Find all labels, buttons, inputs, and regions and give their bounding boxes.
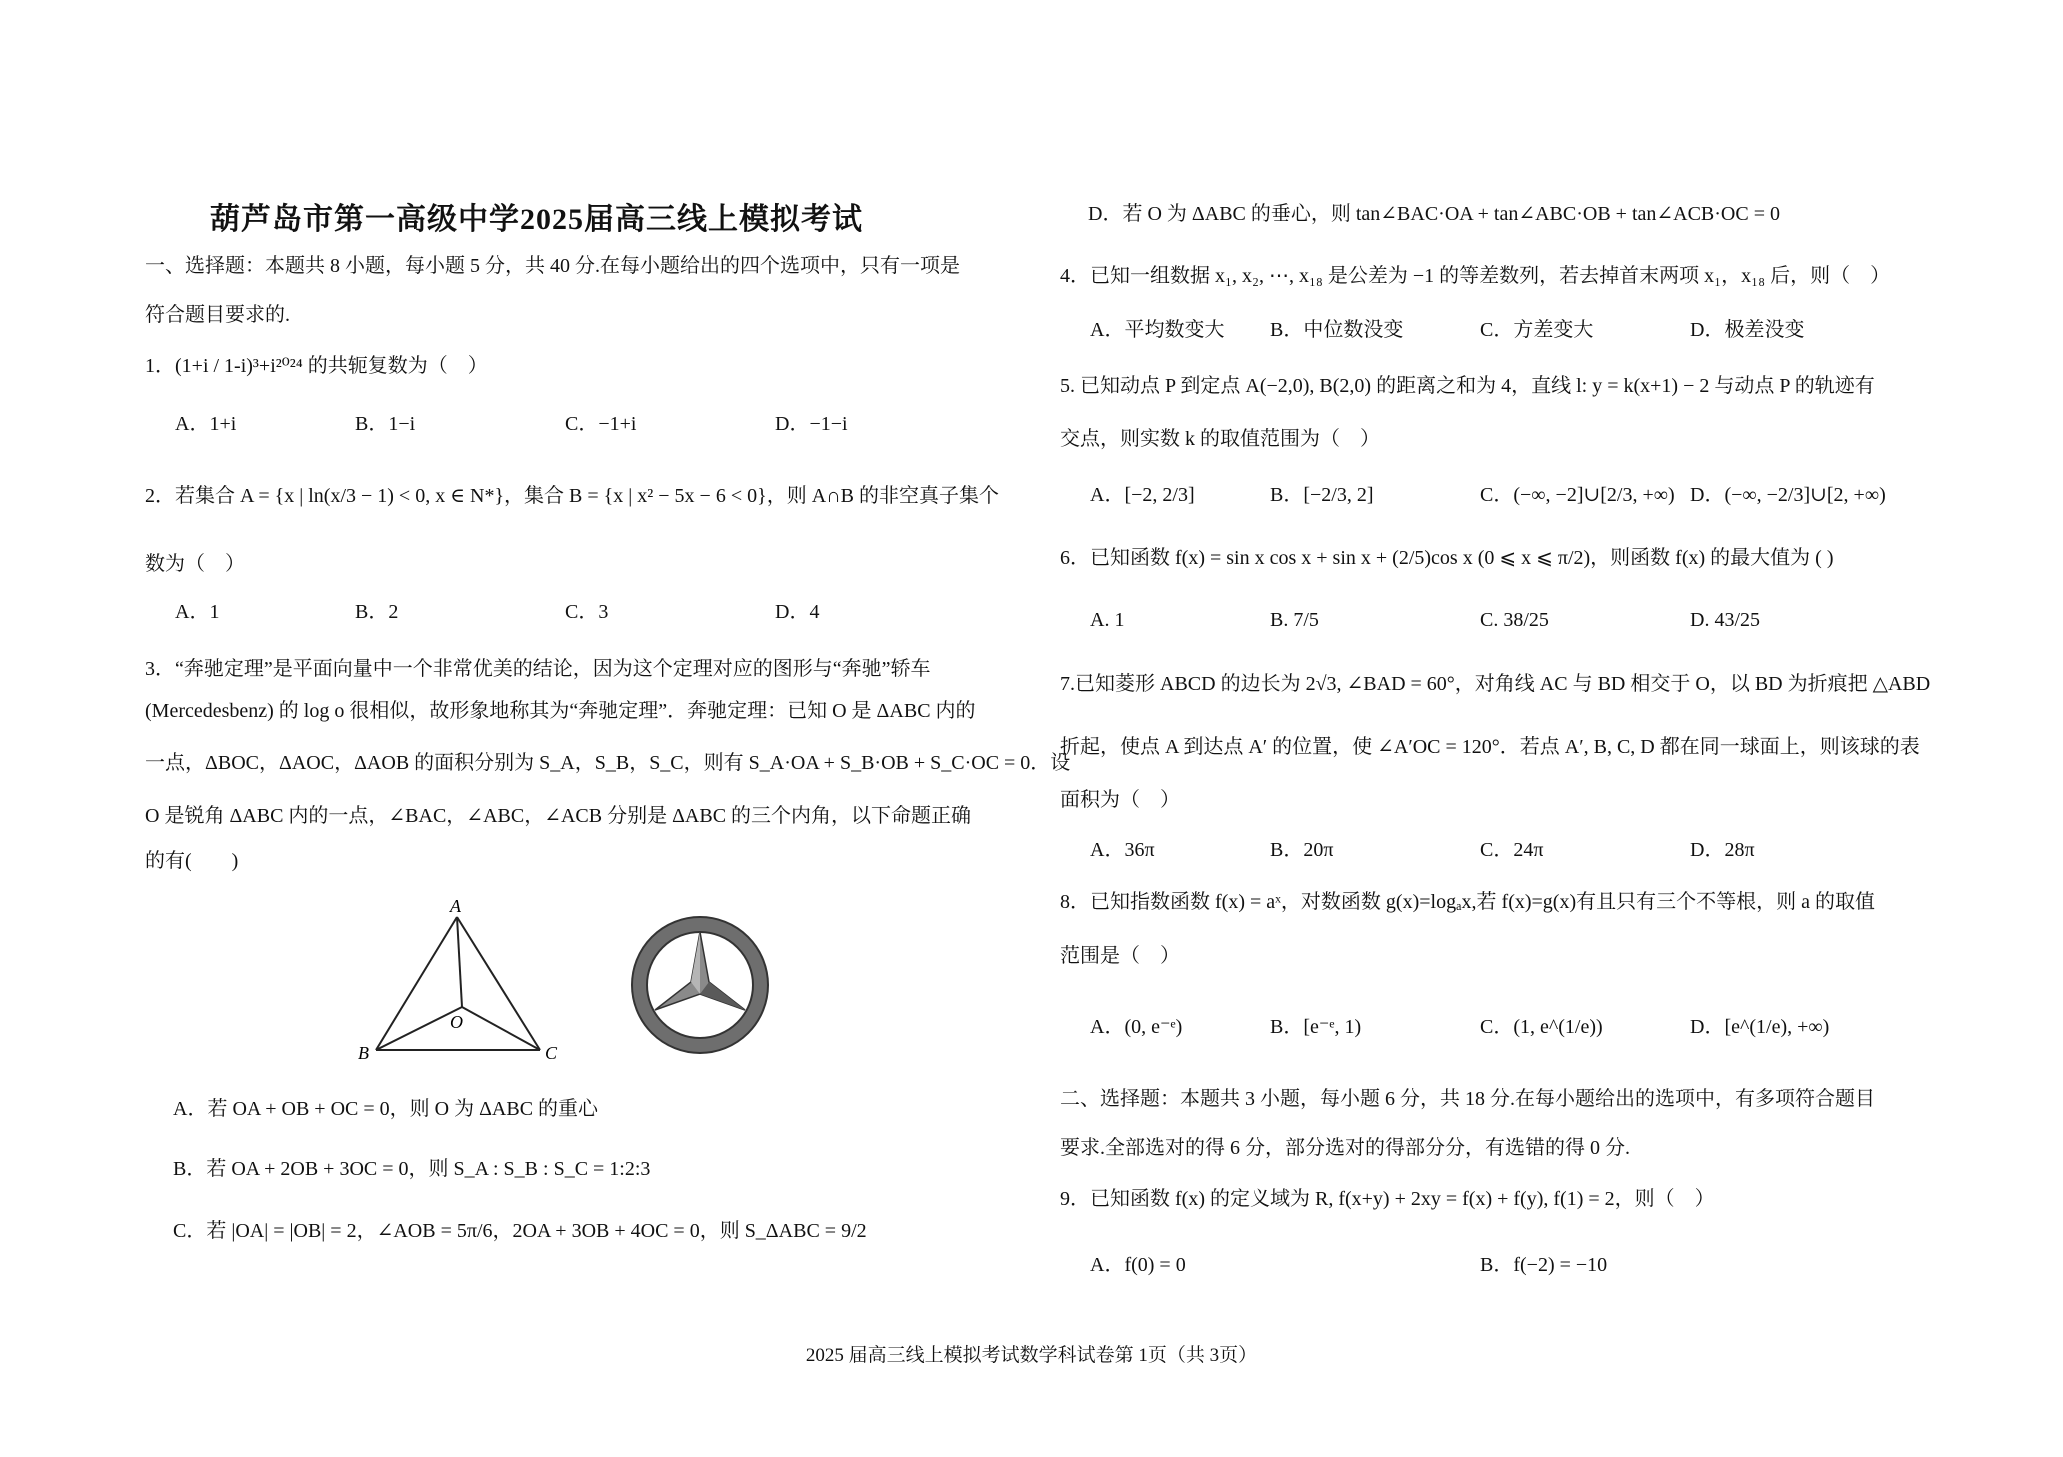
answer-option: A．f(0) = 0 xyxy=(1090,1254,1186,1276)
answer-option: C．(1, e^(1/e)) xyxy=(1480,1016,1603,1038)
answer-option: B．f(−2) = −10 xyxy=(1480,1254,1608,1276)
right-text-line: 7.已知菱形 ABCD 的边长为 2√3, ∠BAD = 60°，对角线 AC 与 BD 相交于 O，以 BD 为折痕把 △ABD xyxy=(1060,673,1931,695)
left-text-line: 3．“奔驰定理”是平面向量中一个非常优美的结论，因为这个定理对应的图形与“奔驰”轿车 xyxy=(145,658,931,680)
left-text-line: 数为（ ） xyxy=(145,553,245,575)
label-b: B xyxy=(358,1043,369,1063)
answer-option: C．(−∞, −2]∪[2/3, +∞) xyxy=(1480,484,1675,506)
answer-option: B．1−i xyxy=(355,413,416,435)
right-text-line: D．若 O 为 ΔABC 的垂心，则 tan∠BAC·OA + tan∠ABC·OB + tan∠ACB·OC = 0 xyxy=(1088,203,1780,225)
left-text-line: 符合题目要求的. xyxy=(145,304,290,326)
answer-option: B．2 xyxy=(355,601,399,623)
answer-option: D．−1−i xyxy=(775,413,848,435)
right-option-row xyxy=(1060,606,1940,634)
right-text-line: 4．已知一组数据 x₁, x₂, ⋯, x₁₈ 是公差为 −1 的等差数列，若去掉首末两项 x₁，x₁₈ 后，则（ ） xyxy=(1060,265,1891,287)
answer-option: B．[e⁻ᵉ, 1) xyxy=(1270,1016,1362,1038)
triangle-figure xyxy=(350,895,580,1065)
right-option-row xyxy=(1060,481,1940,509)
right-text-line: 折起，使点 A 到达点 A′ 的位置，使 ∠A′OC = 120°．若点 A′, B, C, D 都在同一球面上，则该球的表 xyxy=(1060,736,1920,758)
answer-option: D．28π xyxy=(1690,839,1755,861)
answer-option: A．1+i xyxy=(175,413,237,435)
answer-option: C．24π xyxy=(1480,839,1544,861)
right-text-line: 8．已知指数函数 f(x) = aˣ，对数函数 g(x)=logₐx,若 f(x)=g(x)有且只有三个不等根，则 a 的取值 xyxy=(1060,891,1875,913)
answer-option: A．36π xyxy=(1090,839,1155,861)
answer-option: D. 43/25 xyxy=(1690,609,1760,631)
answer-option: D．(−∞, −2/3]∪[2, +∞) xyxy=(1690,484,1886,506)
answer-option: D．极差没变 xyxy=(1690,319,1805,341)
label-a: A xyxy=(450,896,461,916)
answer-option: B．[−2/3, 2] xyxy=(1270,484,1374,506)
answer-option: A. 1 xyxy=(1090,609,1125,631)
left-text-line: (Mercedesbenz) 的 log o 很相似，故形象地称其为“奔驰定理”．奔驰定理：已知 O 是 ΔABC 内的 xyxy=(145,700,976,722)
left-text-line: O 是锐角 ΔABC 内的一点，∠BAC，∠ABC，∠ACB 分别是 ΔABC 的三个内角，以下命题正确 xyxy=(145,805,972,827)
label-c: C xyxy=(545,1043,558,1063)
answer-option: D．[e^(1/e), +∞) xyxy=(1690,1016,1830,1038)
right-option-row xyxy=(1060,316,1940,344)
left-text-line: C．若 |OA| = |OB| = 2，∠AOB = 5π/6，2OA + 3OB + 4OC = 0，则 S_ΔABC = 9/2 xyxy=(173,1220,867,1242)
left-text-line: 一点，ΔBOC，ΔAOC，ΔAOB 的面积分别为 S_A，S_B，S_C，则有 S_A·OA + S_B·OB + S_C·OC = 0．设 xyxy=(145,752,1071,774)
answer-option: B. 7/5 xyxy=(1270,609,1319,631)
left-option-row xyxy=(145,410,1025,438)
right-option-row xyxy=(1060,836,1940,864)
answer-option: C．方差变大 xyxy=(1480,319,1594,341)
left-option-row xyxy=(145,598,1025,626)
right-text-line: 面积为（ ） xyxy=(1060,789,1180,811)
right-text-line: 6．已知函数 f(x) = sin x cos x + sin x + (2/5)cos x (0 ⩽ x ⩽ π/2)，则函数 f(x) 的最大值为 ( ) xyxy=(1060,547,1834,569)
answer-option: B．中位数没变 xyxy=(1270,319,1404,341)
answer-option: B．20π xyxy=(1270,839,1334,861)
left-text-line: 1．(1+i / 1-i)³+i²⁰²⁴ 的共轭复数为（ ） xyxy=(145,355,488,377)
left-text-line: A．若 OA + OB + OC = 0，则 O 为 ΔABC 的重心 xyxy=(173,1098,599,1120)
label-o: O xyxy=(450,1012,463,1032)
right-text-line: 5. 已知动点 P 到定点 A(−2,0), B(2,0) 的距离之和为 4，直线 l: y = k(x+1) − 2 与动点 P 的轨迹有 xyxy=(1060,375,1875,397)
left-text-line: 的有( ) xyxy=(145,850,239,872)
right-option-row xyxy=(1060,1251,1940,1279)
left-text-line: 2．若集合 A = {x | ln(x/3 − 1) < 0, x ∈ N*}，集合 B = {x | x² − 5x − 6 < 0}，则 A∩B 的非空真子集个 xyxy=(145,485,999,507)
left-text-line: B．若 OA + 2OB + 3OC = 0，则 S_A : S_B : S_C = 1:2:3 xyxy=(173,1158,651,1180)
right-text-line: 二、选择题：本题共 3 小题，每小题 6 分，共 18 分.在每小题给出的选项中，有多项符合题目 xyxy=(1060,1088,1875,1110)
answer-option: D．4 xyxy=(775,601,820,623)
answer-option: A．1 xyxy=(175,601,220,623)
mercedes-logo-figure xyxy=(625,910,775,1060)
right-option-row xyxy=(1060,1013,1940,1041)
right-text-line: 9．已知函数 f(x) 的定义域为 R, f(x+y) + 2xy = f(x) + f(y), f(1) = 2，则（ ） xyxy=(1060,1188,1715,1210)
exam-title: 葫芦岛市第一高级中学2025届高三线上模拟考试 xyxy=(210,203,863,236)
left-text-line: 一、选择题：本题共 8 小题，每小题 5 分，共 40 分.在每小题给出的四个选项中，只有一项是 xyxy=(145,255,960,277)
answer-option: A．[−2, 2/3] xyxy=(1090,484,1195,506)
answer-option: C．3 xyxy=(565,601,609,623)
answer-option: A．(0, e⁻ᵉ) xyxy=(1090,1016,1183,1038)
answer-option: A．平均数变大 xyxy=(1090,319,1225,341)
right-text-line: 要求.全部选对的得 6 分，部分选对的得部分分，有选错的得 0 分. xyxy=(1060,1137,1630,1159)
page-footer: 2025 届高三线上模拟考试数学科试卷第 1页（共 3页） xyxy=(805,1345,1258,1366)
answer-option: C. 38/25 xyxy=(1480,609,1549,631)
answer-option: C．−1+i xyxy=(565,413,637,435)
right-text-line: 交点，则实数 k 的取值范围为（ ） xyxy=(1060,428,1380,450)
right-text-line: 范围是（ ） xyxy=(1060,945,1180,967)
